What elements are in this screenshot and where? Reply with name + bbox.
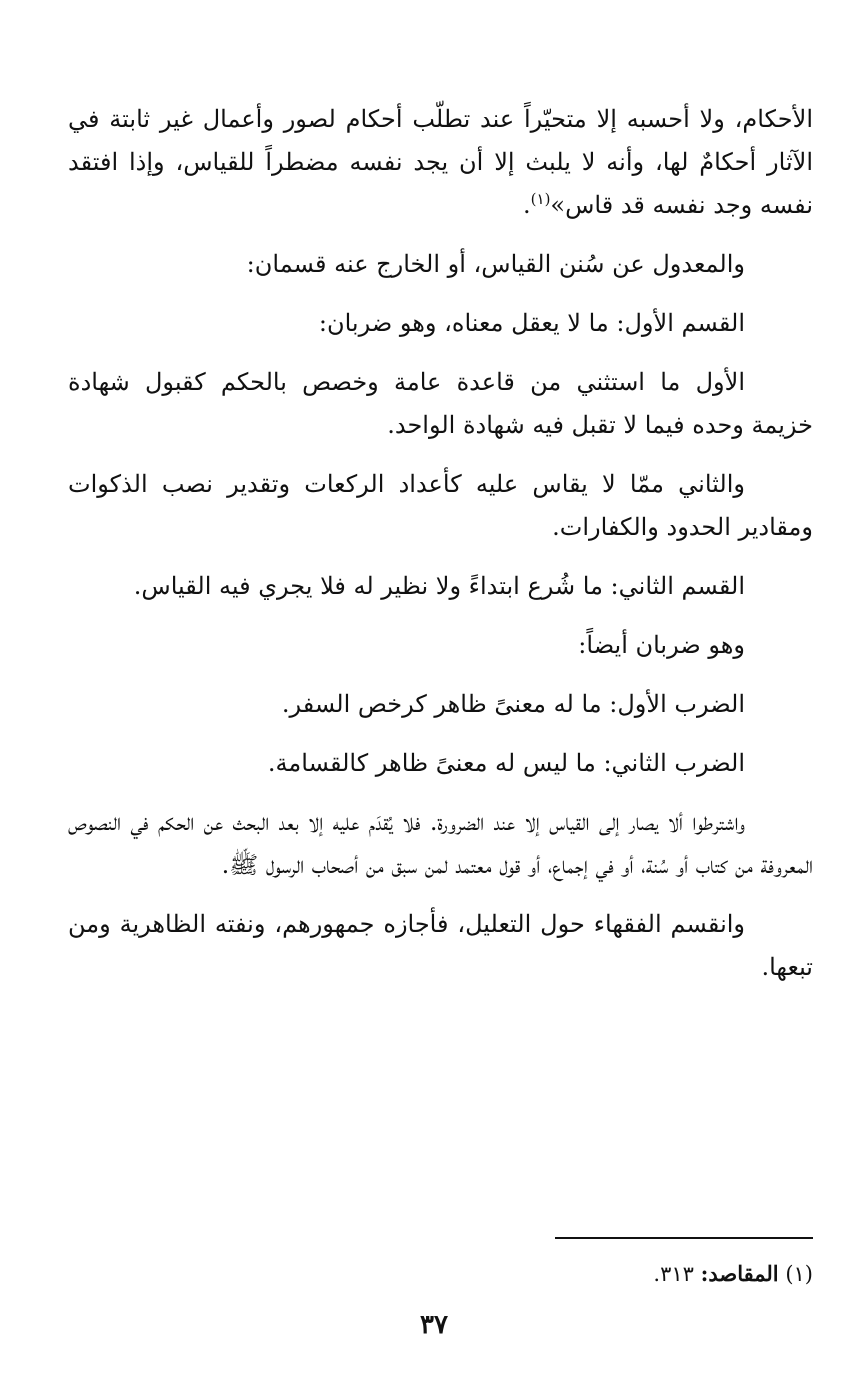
footnote	[555, 1259, 813, 1289]
paragraph-10: واشترطوا ألا يصار إلى القياس إلا عند الضرورة. فلا يُقدَم عليه إلا بعد البحث عن الحكم في النصوص المعروفة من كتاب أو سُنة، أو في إجماع، أو قول معتمد لمن سبق من أصحاب الرسول ﷺ.	[68, 808, 813, 879]
footnote-reference[interactable]: (١)	[530, 190, 551, 208]
paragraph-1-end: .	[523, 191, 531, 219]
paragraph-8: الضرب الأول: ما له معنىً ظاهر كرخص السفر.	[281, 690, 745, 718]
paragraph-1	[68, 98, 813, 227]
paragraph-6: القسم الثاني: ما شُرع ابتداءً ولا نظير له فلا يجري فيه القياس.	[133, 572, 745, 600]
paragraph-7: وهو ضربان أيضاً:	[578, 631, 745, 659]
footnote-number: (١)	[785, 1262, 813, 1286]
paragraph-4: الأول ما استثني من قاعدة عامة وخصص بالحكم كقبول شهادة خزيمة وحده فيما لا تقبل فيه شهادة الواحد.	[68, 368, 813, 439]
paragraph-5: والثاني ممّا لا يقاس عليه كأعداد الركعات وتقدير نصب الذكوات ومقادير الحدود والكفارات.	[68, 470, 813, 541]
page-body	[68, 98, 813, 1005]
page-number: ٣٧	[420, 1310, 448, 1340]
paragraph-1-text: الأحكام، ولا أحسبه إلا متحيّراً عند تطلّب أحكام لصور وأعمال غير ثابتة في الآثار أحكامٌ لها، وأنه لا يلبث إلا أن يجد نفسه مضطراً للقياس، وإذا افتقد نفسه وجد نفسه قد قاس»	[68, 105, 813, 219]
footnote-page: ٣١٣.	[653, 1262, 694, 1286]
paragraph-3: القسم الأول: ما لا يعقل معناه، وهو ضربان:	[318, 309, 745, 337]
footnote-divider	[555, 1237, 813, 1239]
paragraph-11: وانقسم الفقهاء حول التعليل، فأجازه جمهورهم، ونفته الظاهرية ومن تبعها.	[68, 910, 813, 981]
paragraph-9: الضرب الثاني: ما ليس له معنىً ظاهر كالقسامة.	[267, 749, 745, 777]
paragraph-2: والمعدول عن سُنن القياس، أو الخارج عنه قسمان:	[246, 250, 745, 278]
footnote-source: المقاصد:	[700, 1261, 779, 1286]
footnote-area	[555, 1237, 813, 1289]
